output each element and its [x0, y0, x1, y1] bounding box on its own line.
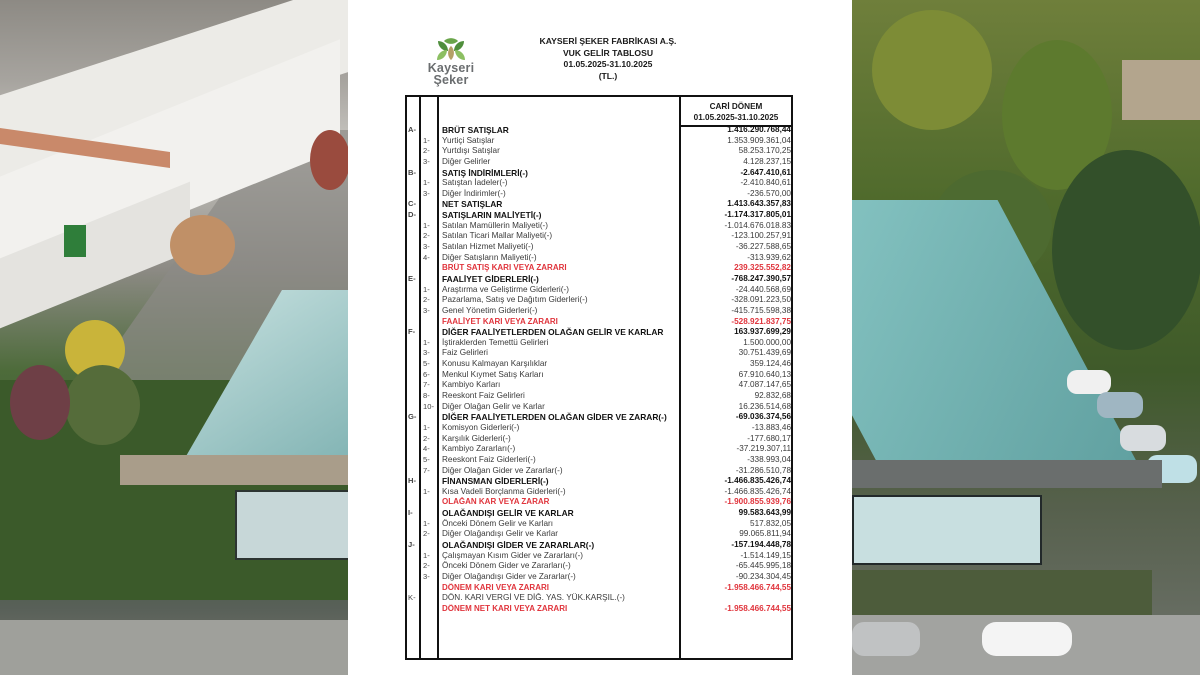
row-value: -90.234.304,45 [735, 571, 791, 581]
table-row [407, 497, 791, 508]
row-value: 1.413.643.357,83 [727, 199, 791, 209]
row-label: NET SATIŞLAR [442, 199, 503, 210]
table-row [407, 295, 791, 306]
logo-text-line1: Kayseri [427, 61, 475, 75]
row-label: Araştırma ve Geliştirme Giderleri(-) [442, 284, 569, 294]
row-label: Önceki Dönem Gider ve Zararları(-) [442, 561, 571, 571]
table-row [407, 221, 791, 232]
row-value: -157.194.448,78 [731, 539, 791, 549]
table-row [407, 146, 791, 157]
row-label: SATIŞLARIN MALİYETİ(-) [442, 210, 542, 221]
table-row [407, 125, 791, 136]
table-row [407, 189, 791, 200]
row-item-number: 1- [423, 518, 430, 528]
row-label: Kambiyo Karları [442, 380, 501, 390]
table-row [407, 338, 791, 349]
row-item-number: 1- [423, 486, 430, 496]
row-label: Karşılık Giderleri(-) [442, 433, 511, 443]
row-value: -69.036.374,56 [735, 412, 791, 422]
row-value: 30.751.439,69 [738, 348, 791, 358]
parked-car [1097, 392, 1143, 418]
row-value: -528.921.837,75 [731, 316, 791, 326]
row-item-number: 10- [423, 401, 434, 411]
table-row [407, 572, 791, 583]
table-row [407, 199, 791, 210]
row-section-letter: J- [408, 539, 415, 549]
row-label: Reeskont Faiz Gelirleri [442, 391, 525, 401]
statement-title: VUK GELİR TABLOSU [562, 47, 654, 58]
row-value: -338.993,04 [747, 454, 791, 464]
table-row [407, 253, 791, 264]
canopy [120, 455, 348, 485]
row-value: -37.219.307,11 [736, 444, 791, 454]
table-row [407, 604, 791, 615]
row-label: Genel Yönetim Giderleri(-) [442, 305, 538, 315]
table-row [407, 285, 791, 296]
row-value: -1.174.317.805,01 [724, 210, 791, 220]
field [1122, 60, 1200, 120]
row-item-number: 3- [423, 305, 430, 315]
row-section-letter: E- [408, 273, 416, 283]
row-label: Diğer Olağan Gider ve Zararlar(-) [442, 465, 563, 475]
table-row [407, 551, 791, 562]
tree [1052, 150, 1200, 350]
table-row [407, 402, 791, 413]
row-label: DİĞER FAALİYETLERDEN OLAĞAN GELİR VE KARLAR [442, 327, 664, 338]
row-label: DİĞER FAALİYETLERDEN OLAĞAN GİDER VE ZARAR(-) [442, 412, 667, 423]
row-value: -31.286.510,78 [735, 465, 791, 475]
row-label: FAALİYET KARI VEYA ZARARI [442, 316, 558, 326]
row-value: -313.939,62 [747, 252, 791, 262]
tree [10, 365, 70, 440]
row-value: -123.100.257,91 [731, 231, 791, 241]
table-row [407, 380, 791, 391]
table-row [407, 466, 791, 477]
tree [872, 10, 992, 130]
table-row [407, 210, 791, 221]
company-logo [420, 36, 482, 88]
logo-text-line2: Şeker [433, 73, 469, 87]
row-label: Diğer Gelirler [442, 156, 491, 166]
row-label: DÖNEM KARI VEYA ZARARI [442, 582, 549, 592]
row-item-number: 5- [423, 454, 430, 464]
row-label: Yurtiçi Satışlar [442, 135, 495, 145]
green-door [64, 225, 86, 257]
table-row [407, 263, 791, 274]
row-item-number: 1- [423, 135, 430, 145]
parked-car [982, 622, 1072, 656]
row-item-number: 3- [423, 571, 430, 581]
row-value: -1.514.149,15 [740, 550, 791, 560]
table-row [407, 168, 791, 179]
row-item-number: 7- [423, 465, 430, 475]
table-row [407, 157, 791, 168]
table-row [407, 455, 791, 466]
row-item-number: 2- [423, 529, 430, 539]
parked-car [1067, 370, 1111, 394]
table-row [407, 487, 791, 498]
row-section-letter: B- [408, 167, 417, 177]
income-statement-table [405, 95, 793, 660]
canopy [852, 460, 1162, 488]
table-row [407, 519, 791, 530]
table-row [407, 306, 791, 317]
row-value: -1.466.835.426,74 [724, 476, 791, 486]
row-label: DÖNEM NET KARI VEYA ZARARI [442, 603, 568, 613]
row-section-letter: G- [408, 412, 417, 422]
row-label: Kısa Vadeli Borçlanma Giderleri(-) [442, 486, 566, 496]
row-label: Diğer Satışların Maliyeti(-) [442, 252, 537, 262]
table-row [407, 317, 791, 328]
row-item-number: 2- [423, 231, 430, 241]
row-value: 47.087.147,65 [738, 380, 791, 390]
row-value: -328.091.223,50 [731, 295, 791, 305]
row-label: Satıştan İadeler(-) [442, 178, 508, 188]
tree [310, 130, 348, 190]
table-row [407, 529, 791, 540]
row-value: 58.253.170,25 [738, 146, 791, 156]
parked-car [1120, 425, 1166, 451]
row-section-letter: F- [408, 327, 416, 337]
table-row [407, 423, 791, 434]
row-value: -1.958.466.744,55 [724, 603, 791, 613]
leaf-logo-icon [434, 36, 468, 62]
row-label: Diğer Olağandışı Gelir ve Karlar [442, 529, 559, 539]
row-item-number: 2- [423, 295, 430, 305]
row-value: 99.583.643,99 [738, 508, 791, 518]
row-item-number: 5- [423, 359, 430, 369]
row-section-letter: C- [408, 199, 417, 209]
table-row [407, 348, 791, 359]
company-name: KAYSERİ ŞEKER FABRİKASI A.Ş. [539, 36, 677, 46]
street [0, 620, 348, 675]
row-value: 517.832,05 [750, 518, 791, 528]
row-item-number: 3- [423, 242, 430, 252]
currency-label: (TL.) [598, 70, 618, 81]
row-value: -1.900.855.939,76 [724, 497, 791, 507]
row-value: -1.958.466.744,55 [724, 582, 791, 592]
table-row [407, 434, 791, 445]
table-row [407, 136, 791, 147]
table-row [407, 231, 791, 242]
glass-facade [235, 490, 348, 560]
row-item-number: 4- [423, 444, 430, 454]
row-value: -36.227.588,65 [735, 242, 791, 252]
row-item-number: 1- [423, 284, 430, 294]
row-value: 1.353.909.361,04 [727, 135, 791, 145]
row-item-number: 3- [423, 348, 430, 358]
table-row [407, 178, 791, 189]
row-value: -2.647.410,61 [740, 167, 791, 177]
row-section-letter: D- [408, 210, 417, 220]
row-label: Diğer Olağan Gelir ve Karlar [442, 401, 545, 411]
row-label: Komisyon Giderleri(-) [442, 422, 520, 432]
row-value: -2.410.840,61 [740, 178, 791, 188]
table-row [407, 274, 791, 285]
row-value: -415.715.598,38 [731, 305, 791, 315]
row-item-number: 1- [423, 422, 430, 432]
row-label: İştiraklerden Temettü Gelirleri [442, 337, 549, 347]
table-row [407, 412, 791, 423]
row-label: Diğer Olağandışı Gider ve Zararlar(-) [442, 571, 576, 581]
table-row [407, 508, 791, 519]
row-section-letter: I- [408, 508, 413, 518]
row-item-number: 1- [423, 550, 430, 560]
table-row [407, 327, 791, 338]
row-label: OLAĞANDIŞI GİDER VE ZARARLAR(-) [442, 539, 595, 550]
row-label: Kambiyo Zararları(-) [442, 444, 516, 454]
row-label: Konusu Kalmayan Karşılıklar [442, 359, 548, 369]
row-item-number: 6- [423, 369, 430, 379]
document-header [498, 36, 718, 82]
table-row [407, 444, 791, 455]
row-value: 239.325.552,82 [734, 263, 791, 273]
row-label: Önceki Dönem Gelir ve Karları [442, 518, 554, 528]
row-value: -24.440.568,69 [735, 284, 791, 294]
row-value: 163.937.699,29 [734, 327, 791, 337]
table-row [407, 476, 791, 487]
row-value: 359.124,46 [750, 359, 791, 369]
row-label: Reeskont Faiz Giderleri(-) [442, 454, 536, 464]
row-value: -65.445.995,18 [735, 561, 791, 571]
row-label: BRÜT SATIŞLAR [442, 125, 509, 135]
row-label: Pazarlama, Satış ve Dağıtım Giderleri(-) [442, 295, 588, 305]
row-label: Satılan Mamüllerin Maliyeti(-) [442, 220, 549, 230]
row-label: SATIŞ İNDİRİMLERİ(-) [442, 167, 528, 178]
row-section-letter: K- [408, 593, 416, 603]
row-label: Satılan Hizmet Maliyeti(-) [442, 242, 534, 252]
table-row [407, 242, 791, 253]
row-value: 92.832,68 [754, 391, 791, 401]
row-item-number: 1- [423, 337, 430, 347]
column-header-period: 01.05.2025-31.10.2025 [693, 113, 779, 122]
table-row [407, 391, 791, 402]
row-label: Faiz Gelirleri [442, 348, 488, 358]
garden [852, 570, 1152, 615]
row-item-number: 1- [423, 220, 430, 230]
row-section-letter: H- [408, 476, 417, 486]
row-value: -177.680,17 [747, 433, 791, 443]
row-label: Satılan Ticari Mallar Maliyeti(-) [442, 231, 553, 241]
row-label: OLAĞANDIŞI GELİR VE KARLAR [442, 508, 574, 519]
background-photo-right [852, 0, 1200, 675]
row-label: BRÜT SATIŞ KARI VEYA ZARARI [442, 263, 567, 273]
row-label: OLAĞAN KAR VEYA ZARAR [442, 497, 550, 507]
row-value: -236.570,00 [747, 188, 791, 198]
row-label: FİNANSMAN GİDERLERİ(-) [442, 476, 549, 487]
row-label: Yurtdışı Satışlar [442, 146, 500, 156]
row-value: 4.128.237,15 [743, 156, 791, 166]
parked-car [852, 622, 920, 656]
row-value: -1.466.835.426,74 [724, 486, 791, 496]
row-section-letter: A- [408, 125, 417, 134]
row-item-number: 8- [423, 391, 430, 401]
income-statement-document [348, 0, 852, 675]
row-label: Diğer İndirimler(-) [442, 188, 506, 198]
table-row [407, 370, 791, 381]
row-item-number: 7- [423, 380, 430, 390]
row-item-number: 2- [423, 146, 430, 156]
row-label: Menkul Kıymet Satış Karları [442, 369, 544, 379]
row-label: Çalışmayan Kısım Gider ve Zararları(-) [442, 550, 584, 560]
column-header-title: CARİ DÖNEM [709, 102, 763, 111]
tree [170, 215, 235, 275]
statement-period: 01.05.2025-31.10.2025 [563, 59, 653, 69]
row-item-number: 3- [423, 156, 430, 166]
table-row [407, 561, 791, 572]
table-row [407, 540, 791, 551]
row-value: -768.247.390,57 [731, 273, 791, 283]
row-item-number: 3- [423, 188, 430, 198]
row-label: FAALİYET GİDERLERİ(-) [442, 273, 539, 284]
tree [65, 365, 140, 445]
row-value: -13.883,46 [751, 422, 791, 432]
table-row [407, 583, 791, 594]
row-value: 1.500.000,00 [743, 337, 791, 347]
row-value: 99.065.811,94 [739, 529, 791, 539]
row-value: -1.014.676.018.83 [724, 220, 791, 230]
row-item-number: 4- [423, 252, 430, 262]
table-row [407, 593, 791, 604]
row-value: 16.236.514,68 [738, 401, 791, 411]
row-value: 67.910.640,13 [738, 369, 791, 379]
row-item-number: 1- [423, 178, 430, 188]
row-value: 1.416.290.768,44 [727, 125, 791, 134]
column-header-current-period [681, 97, 791, 127]
row-item-number: 2- [423, 561, 430, 571]
table-row [407, 359, 791, 370]
row-item-number: 2- [423, 433, 430, 443]
background-photo-left [0, 0, 348, 675]
glass-facade [852, 495, 1042, 565]
table-body [407, 125, 791, 614]
row-label: DÖN. KARI VERGİ VE DİĞ. YAS. YÜK.KARŞIL.(-) [442, 593, 625, 603]
